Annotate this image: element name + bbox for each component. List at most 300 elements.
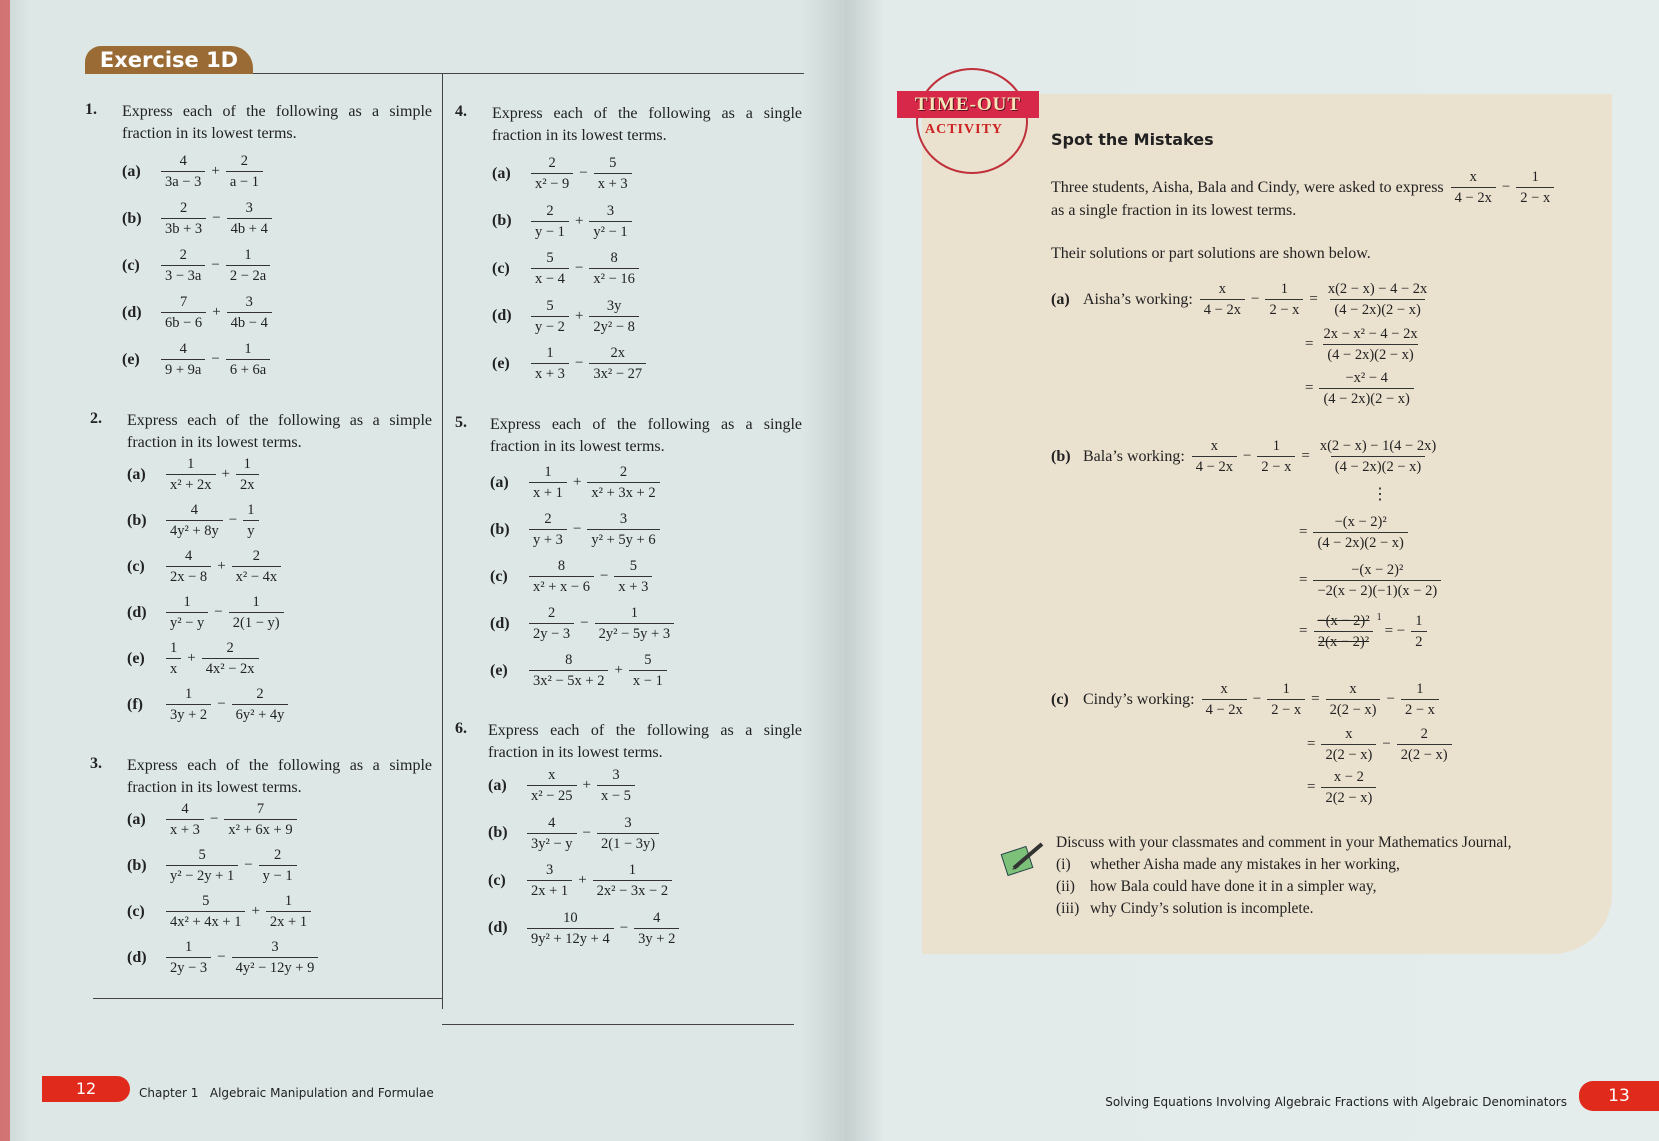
denominator: 4x² − 2x	[202, 658, 259, 678]
item-label: (e)	[490, 661, 508, 679]
fraction	[1319, 369, 1413, 408]
numerator: 2	[619, 464, 628, 480]
fraction	[589, 249, 639, 288]
expression	[524, 861, 675, 900]
numerator: 8	[610, 250, 618, 267]
fraction	[1267, 680, 1305, 719]
denominator: 4 − 2x	[1202, 699, 1247, 719]
question-number: 4.	[455, 103, 467, 120]
denominator: 4y² − 12y + 9	[232, 957, 319, 977]
numerator: x	[1210, 438, 1218, 454]
numerator: 7	[256, 801, 265, 817]
denominator: x − 5	[597, 785, 635, 805]
numerator: 1	[630, 605, 638, 621]
denominator: x² − 16	[589, 268, 639, 288]
working-aisha	[1051, 280, 1434, 319]
item-label: (f)	[127, 695, 143, 713]
operator: =	[1305, 336, 1314, 352]
numerator: 2	[548, 155, 556, 171]
item-label: (e)	[492, 354, 510, 372]
question-item	[127, 593, 287, 632]
question-number: 6.	[455, 720, 467, 737]
item-label: (a)	[127, 810, 146, 828]
denominator: 2(1 − y)	[229, 612, 284, 632]
activity-title: Spot the Mistakes	[1051, 130, 1214, 149]
item-label: (b)	[127, 511, 147, 529]
fraction	[531, 297, 569, 336]
question-item	[490, 604, 677, 643]
operator: −	[212, 210, 221, 226]
operator: −	[579, 165, 588, 181]
denominator: x + 3	[614, 576, 652, 596]
fraction	[527, 766, 577, 805]
chapter-label: Chapter 1	[139, 1086, 199, 1100]
discuss-item	[1056, 854, 1400, 875]
denominator: 2 − x	[1265, 299, 1303, 319]
fraction	[589, 297, 639, 336]
expression	[528, 297, 642, 336]
denominator: 2(1 − 3y)	[597, 833, 659, 853]
denominator: (4 − 2x)(2 − x)	[1331, 456, 1425, 476]
denominator: 2y − 3	[529, 623, 574, 643]
expression	[163, 547, 284, 586]
fraction	[236, 455, 259, 494]
expression	[163, 938, 321, 977]
fraction	[595, 604, 674, 643]
fraction	[266, 892, 311, 931]
numerator: 2	[274, 847, 282, 863]
numerator: 5	[644, 652, 652, 668]
denominator: y + 3	[529, 529, 567, 549]
operator: +	[574, 307, 584, 324]
denominator: x² + 6x + 9	[224, 819, 296, 839]
numerator: 3	[545, 862, 554, 879]
denominator: 4 − 2x	[1192, 456, 1237, 476]
question-item	[122, 340, 273, 379]
fraction	[232, 938, 319, 977]
fraction	[227, 199, 272, 238]
fraction	[232, 547, 282, 586]
student-name: Cindy’s working:	[1083, 690, 1195, 708]
question-item	[488, 861, 675, 900]
operator: −	[574, 260, 584, 277]
fraction	[166, 685, 211, 724]
numerator: 1	[1280, 281, 1289, 297]
numerator: 1	[1282, 681, 1290, 697]
expression	[526, 463, 663, 502]
denominator: 3x² − 27	[589, 363, 646, 383]
numerator: 1	[243, 456, 251, 472]
question-item	[122, 246, 273, 285]
footer-title-right: Solving Equations Involving Algebraic Fractions with Algebraic Denominators	[1105, 1095, 1567, 1109]
item-label: (d)	[122, 303, 142, 321]
question-item	[127, 639, 262, 678]
question-item	[492, 249, 642, 288]
question-item	[122, 152, 266, 191]
numerator: −x² − 4	[1345, 370, 1388, 386]
numerator: x	[548, 767, 556, 783]
numerator: 3	[271, 939, 279, 955]
denominator: 3y + 2	[166, 704, 211, 724]
denominator: 4b − 4	[227, 312, 272, 332]
fraction	[1313, 612, 1373, 651]
page-number-right: 13	[1579, 1081, 1659, 1111]
denominator: 6b − 6	[161, 312, 206, 332]
divider	[253, 73, 804, 74]
operator: =	[1307, 736, 1316, 752]
denominator: x² + x − 6	[529, 576, 594, 596]
operator: =	[1301, 448, 1310, 464]
denominator: 2(2 − x)	[1321, 744, 1376, 764]
numerator: x − 2	[1333, 769, 1364, 785]
denominator: y² − y	[166, 612, 208, 632]
numerator: 3	[245, 294, 253, 310]
denominator: 3y + 2	[634, 928, 679, 948]
numerator: 2	[179, 247, 187, 263]
numerator: 2	[240, 153, 249, 169]
numerator: x	[1349, 681, 1357, 697]
denominator: x	[166, 658, 181, 678]
fraction	[1516, 168, 1554, 207]
numerator: 4	[190, 502, 199, 518]
expression	[158, 199, 275, 238]
denominator: 4 − 2x	[1451, 187, 1496, 207]
question-item	[122, 199, 275, 238]
numerator: x(2 − x) − 1(4 − 2x)	[1319, 438, 1437, 454]
denominator: x² + 2x	[166, 474, 216, 494]
expression	[524, 766, 638, 805]
fraction	[166, 846, 238, 885]
fraction	[597, 766, 635, 805]
fraction	[1313, 513, 1407, 552]
numerator: 1	[183, 594, 191, 610]
fraction	[166, 639, 181, 678]
denominator: (4 − 2x)(2 − x)	[1330, 299, 1424, 319]
expression	[528, 154, 635, 193]
question-text: Express each of the following as a single fraction in its lowest terms.	[490, 416, 802, 455]
operator: = −	[1384, 623, 1406, 639]
expression	[1197, 280, 1435, 319]
item-label: (d)	[490, 614, 510, 632]
fraction	[1257, 437, 1295, 476]
denominator: (4 − 2x)(2 − x)	[1313, 532, 1407, 552]
question-item	[492, 154, 635, 193]
fraction	[527, 861, 572, 900]
question-item	[488, 909, 682, 948]
numerator: 2	[256, 686, 264, 702]
question-text: Express each of the following as a simple fraction in its lowest terms.	[122, 103, 432, 142]
numerator: 1	[244, 247, 252, 263]
fraction	[1321, 725, 1376, 764]
operator: =	[1299, 572, 1308, 588]
fraction	[166, 501, 223, 540]
fraction	[1321, 768, 1376, 807]
operator: +	[572, 474, 582, 490]
fraction	[166, 593, 208, 632]
numerator: 2	[179, 200, 188, 216]
operator: −	[1382, 736, 1391, 752]
discuss-item	[1056, 876, 1377, 897]
item-text: whether Aisha made any mistakes in her working,	[1090, 856, 1400, 873]
denominator: y² − 2y + 1	[166, 865, 238, 885]
question-item	[127, 501, 262, 540]
operator: −	[217, 949, 226, 965]
denominator: 2x² − 3x − 2	[593, 880, 672, 900]
denominator: 2 − x	[1257, 456, 1295, 476]
numerator: 5	[202, 893, 210, 909]
denominator: 2x − 8	[166, 566, 211, 586]
denominator: (4 − 2x)(2 − x)	[1323, 344, 1417, 364]
item-label: (c)	[127, 902, 145, 920]
fraction	[1397, 725, 1452, 764]
operator: +	[221, 466, 230, 482]
item-label: (c)	[122, 256, 140, 274]
denominator: 4y² + 8y	[166, 520, 223, 540]
question-item	[127, 846, 300, 885]
operator: =	[1307, 779, 1316, 795]
denominator: 3x² − 5x + 2	[529, 670, 608, 690]
expression	[526, 557, 655, 596]
numerator: 5	[546, 297, 554, 314]
fraction	[531, 249, 569, 288]
item-number: (i)	[1056, 856, 1071, 873]
fraction	[1451, 168, 1496, 207]
fraction	[594, 154, 632, 193]
question-item	[127, 800, 300, 839]
question-item	[490, 651, 670, 690]
operator: =	[1299, 524, 1308, 540]
fraction	[529, 604, 574, 643]
fraction	[587, 510, 659, 549]
expression	[163, 892, 314, 931]
divider	[93, 998, 442, 999]
denominator: 2x + 1	[266, 911, 311, 931]
fraction	[529, 651, 608, 690]
item-label: (d)	[492, 307, 512, 325]
expression	[524, 814, 662, 853]
numerator: 1	[187, 456, 195, 472]
numerator: 2	[226, 640, 234, 656]
numerator: 1	[170, 640, 178, 656]
item-label: (c)	[127, 557, 145, 575]
item-text: how Bala could have done it in a simpler way,	[1090, 878, 1377, 895]
item-label: (d)	[127, 948, 147, 966]
operator: +	[251, 903, 260, 919]
denominator: 3 − 3a	[161, 265, 205, 285]
denominator: 2 − x	[1401, 699, 1439, 719]
denominator: 6y² + 4y	[232, 704, 289, 724]
denominator: 2x	[236, 474, 259, 494]
fraction	[529, 463, 567, 502]
numerator: 1	[184, 939, 193, 955]
numerator: x	[1220, 681, 1228, 697]
operator: =	[1309, 291, 1318, 307]
fraction	[1319, 325, 1421, 364]
denominator: 2y² − 8	[589, 316, 639, 336]
page-number-left: 12	[42, 1076, 130, 1102]
chapter-title: Algebraic Manipulation and Formulae	[209, 1086, 434, 1100]
denominator: x² − 4x	[232, 566, 282, 586]
fraction	[202, 639, 259, 678]
fraction	[1313, 561, 1441, 600]
denominator: 9y² + 12y + 4	[527, 928, 614, 948]
operator: −	[1252, 691, 1262, 707]
operator: +	[211, 163, 220, 179]
denominator: y − 2	[531, 316, 569, 336]
numerator: x	[1469, 169, 1477, 185]
divider	[442, 1024, 794, 1025]
item-label: (b)	[127, 856, 147, 874]
expression	[158, 340, 273, 379]
numerator: 8	[565, 652, 573, 668]
numerator: 1	[252, 594, 260, 610]
fraction	[531, 154, 573, 193]
expression	[163, 455, 262, 494]
footer-chapter	[139, 1086, 434, 1100]
numerator: 2	[547, 605, 556, 621]
item-label: (b)	[492, 212, 512, 230]
fraction	[161, 293, 206, 332]
item-label: (a)	[488, 776, 507, 794]
denominator: 2y − 3	[166, 957, 211, 977]
fraction	[1324, 280, 1431, 319]
operator: −	[1250, 291, 1260, 307]
numerator: 3	[606, 202, 615, 219]
operator: −	[619, 919, 629, 936]
fraction	[161, 340, 205, 379]
denominator: 2 − x	[1516, 187, 1554, 207]
fraction	[531, 344, 569, 383]
operator: −	[1386, 691, 1395, 707]
item-label: (a)	[122, 162, 141, 180]
fraction	[597, 814, 659, 853]
expression	[163, 593, 287, 632]
discuss-item	[1056, 898, 1313, 919]
question-number: 3.	[90, 755, 102, 772]
expression	[528, 249, 642, 288]
item-label: (d)	[488, 919, 508, 937]
expression	[524, 909, 682, 948]
operator: +	[582, 777, 591, 793]
denominator: 4b + 4	[227, 218, 272, 238]
numerator: 3	[619, 511, 628, 527]
numerator: 1	[284, 893, 293, 909]
question-item	[490, 463, 663, 502]
question-item	[127, 685, 291, 724]
activity-box	[922, 94, 1612, 954]
item-label: (d)	[127, 603, 147, 621]
denominator: 2(x − 2)²	[1314, 631, 1373, 651]
operator: −	[1501, 179, 1511, 195]
denominator: 3b + 3	[161, 218, 206, 238]
denominator: 4 − 2x	[1200, 299, 1245, 319]
numerator: −(x − 2)²	[1317, 613, 1370, 629]
operator: +	[614, 662, 623, 678]
denominator: 2	[1411, 631, 1426, 651]
numerator: 1	[544, 464, 552, 480]
item-label: (b)	[490, 520, 510, 538]
denominator: 4x² + 4x + 1	[166, 911, 245, 931]
denominator: y² + 5y + 6	[587, 529, 659, 549]
numerator: 4	[653, 909, 661, 926]
question-item	[488, 766, 638, 805]
numerator: 4	[179, 153, 187, 169]
fraction	[589, 202, 631, 241]
fraction	[226, 152, 263, 191]
vertical-dots: ⋮	[1372, 486, 1388, 503]
fraction	[166, 800, 204, 839]
fraction	[529, 510, 567, 549]
question-text: Express each of the following as a single fraction in its lowest terms.	[492, 105, 802, 144]
fraction	[161, 152, 205, 191]
operator: −	[244, 857, 253, 873]
numerator: 1	[1415, 613, 1423, 629]
operator: −	[211, 257, 220, 273]
working-label: (c)	[1051, 690, 1069, 708]
denominator: 3y² − y	[527, 833, 577, 853]
operator: −	[209, 811, 219, 827]
operator: −	[228, 512, 238, 528]
denominator: 2y² − 5y + 3	[595, 623, 674, 643]
numerator: 5	[546, 250, 554, 267]
denominator: (4 − 2x)(2 − x)	[1319, 388, 1413, 408]
question-number: 2.	[90, 410, 102, 427]
question-item	[492, 297, 642, 336]
operator: +	[574, 212, 584, 229]
intro-text-3: Their solutions or part solutions are shown below.	[1051, 245, 1371, 262]
expression	[158, 293, 275, 332]
numerator: 4	[548, 814, 556, 831]
fraction	[224, 800, 296, 839]
expression	[163, 685, 291, 724]
item-label: (a)	[127, 465, 146, 483]
expression	[158, 246, 273, 285]
working-cindy	[1051, 680, 1442, 719]
fraction	[166, 892, 245, 931]
numerator: 1	[1531, 169, 1539, 185]
numerator: −(x − 2)²	[1334, 514, 1387, 530]
numerator: 7	[179, 294, 188, 310]
denominator: 3a − 3	[161, 171, 205, 191]
fraction	[166, 455, 216, 494]
fraction	[166, 938, 211, 977]
operator: −	[217, 696, 226, 712]
fraction	[1401, 680, 1439, 719]
fraction	[1265, 280, 1303, 319]
numerator: −(x − 2)²	[1351, 562, 1404, 578]
fraction	[1202, 680, 1247, 719]
operator: +	[217, 558, 226, 574]
working-line	[1302, 369, 1417, 408]
denominator: −2(x − 2)(−1)(x − 2)	[1313, 580, 1441, 600]
expression	[163, 501, 262, 540]
denominator: y	[243, 520, 258, 540]
fraction	[589, 344, 646, 383]
fraction	[629, 651, 667, 690]
question-item	[492, 202, 635, 241]
question-item	[490, 510, 663, 549]
fraction	[1200, 280, 1245, 319]
denominator: a − 1	[226, 171, 263, 191]
numerator: 1	[546, 345, 554, 362]
operator: +	[187, 650, 196, 666]
item-label: (e)	[127, 649, 145, 667]
question-item	[127, 455, 262, 494]
expression	[526, 510, 663, 549]
time-out-badge: TIME-OUT	[897, 91, 1039, 118]
operator: −	[572, 521, 582, 537]
fraction	[232, 685, 289, 724]
